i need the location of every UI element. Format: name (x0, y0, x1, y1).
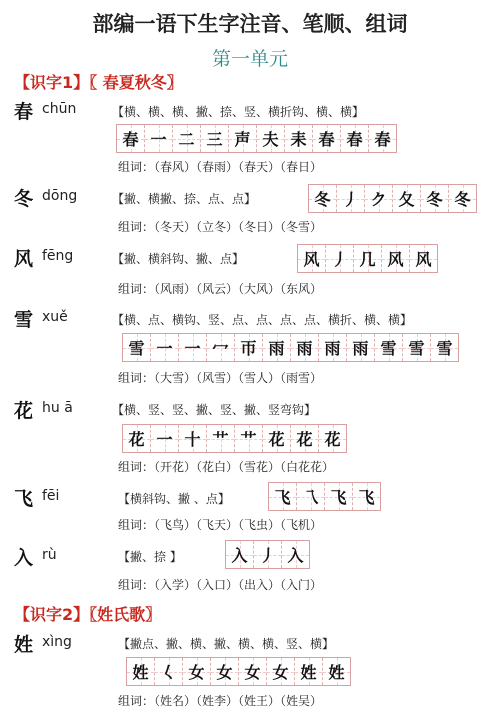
stroke-step (295, 658, 323, 685)
words-chun: 组词：（春风）（春雨）（春天）（春日） (118, 160, 323, 174)
stroke-order-grid (122, 424, 347, 453)
stroke-order-grid (126, 657, 351, 686)
stroke-step-glyph: 女 (244, 663, 261, 682)
stroke-step-glyph: 女 (216, 663, 233, 682)
stroke-step-glyph: 一 (156, 430, 173, 449)
section-lesson-2: 【识字2】〖姓氏歌〗 (14, 605, 162, 624)
stroke-step-glyph: 雨 (352, 339, 369, 358)
pinyin-xue: xuě (42, 309, 68, 325)
stroke-step-glyph: 春 (122, 130, 139, 149)
unit-heading: 第一单元 (211, 48, 288, 70)
stroke-order-grid (297, 244, 438, 273)
stroke-step (375, 334, 403, 361)
stroke-step (291, 334, 319, 361)
stroke-step-glyph: 一 (156, 339, 173, 358)
pinyin-hua: hu ā (42, 400, 73, 416)
stroke-step-glyph: 冬 (426, 190, 443, 209)
char-ru: 入 (14, 547, 34, 569)
stroke-step (449, 185, 476, 212)
stroke-step-glyph: 花 (296, 430, 313, 449)
stroke-step-glyph: 帀 (240, 339, 257, 358)
stroke-step-glyph: 飞 (330, 488, 347, 507)
stroke-step (145, 125, 173, 152)
stroke-step-glyph: 艹 (240, 430, 257, 449)
stroke-step (354, 245, 382, 272)
stroke-step (179, 425, 207, 452)
stroke-step (285, 125, 313, 152)
strokes-feng: 【撇、横斜钩、撇、点】 (112, 252, 245, 266)
stroke-step (403, 334, 431, 361)
words-dong: 组词：（冬天）（立冬）（冬日）（冬雪） (118, 220, 323, 234)
stroke-step (207, 425, 235, 452)
strokes-dong: 【撇、横撇、捺、点、点】 (112, 192, 257, 206)
stroke-step (382, 245, 410, 272)
stroke-step (254, 541, 282, 568)
strokes-fei: 【横斜钩、撇 、点】 (118, 492, 230, 506)
char-feng: 风 (14, 248, 34, 270)
stroke-step-glyph: 姓 (328, 663, 345, 682)
stroke-step-glyph: 乁 (302, 488, 319, 507)
strokes-ru: 【撇、捺 】 (118, 550, 182, 564)
stroke-step-glyph: 冬 (454, 190, 471, 209)
stroke-step-glyph: 花 (324, 430, 341, 449)
strokes-hua: 【横、竖、竖、撇、竖、撇、竖弯钩】 (112, 403, 317, 417)
stroke-step-glyph: 雪 (128, 339, 145, 358)
stroke-step (239, 658, 267, 685)
stroke-step (263, 334, 291, 361)
stroke-step-glyph: 春 (318, 130, 335, 149)
stroke-step-glyph: 几 (359, 250, 376, 269)
words-ru: 组词：（入学）（入口）（出入）（入门） (118, 578, 323, 592)
stroke-step-glyph: 丿 (259, 546, 276, 565)
pinyin-xing: xìng (42, 634, 72, 650)
stroke-step-glyph: 风 (387, 250, 404, 269)
stroke-step-glyph: 耒 (290, 130, 307, 149)
stroke-step (183, 658, 211, 685)
stroke-step-glyph: 一 (184, 339, 201, 358)
stroke-step-glyph: 花 (268, 430, 285, 449)
stroke-order-grid (116, 124, 397, 153)
stroke-step-glyph: 一 (150, 130, 167, 149)
stroke-step (257, 125, 285, 152)
stroke-step-glyph: 丿 (342, 190, 359, 209)
stroke-step-glyph: 冖 (212, 339, 229, 358)
stroke-step-glyph: 夂 (398, 190, 415, 209)
stroke-step (323, 658, 350, 685)
pinyin-feng: fēng (42, 248, 74, 264)
words-hua: 组词：（开花）（花白）（雪花）（白花花） (118, 460, 335, 474)
stroke-step (123, 334, 151, 361)
stroke-step (365, 185, 393, 212)
stroke-step-glyph: 雨 (296, 339, 313, 358)
stroke-step-glyph: ク (370, 190, 387, 209)
stroke-step (211, 658, 239, 685)
stroke-step-glyph: 雨 (324, 339, 341, 358)
stroke-step (309, 185, 337, 212)
words-xing: 组词：（姓名）（姓李）（姓王）（姓吴） (118, 694, 323, 708)
stroke-step-glyph: 姓 (300, 663, 317, 682)
stroke-step-glyph: 女 (188, 663, 205, 682)
stroke-step (353, 483, 380, 510)
stroke-step (319, 334, 347, 361)
stroke-step (201, 125, 229, 152)
section-lesson-1: 【识字1】〖 春夏秋冬〗 (14, 73, 183, 92)
page-title: 部编一语下生字注音、笔顺、组词 (92, 11, 408, 36)
stroke-step (325, 483, 353, 510)
stroke-step (235, 425, 263, 452)
stroke-order-grid (225, 540, 310, 569)
stroke-step-glyph: 入 (287, 546, 304, 565)
stroke-step-glyph: 春 (346, 130, 363, 149)
stroke-step-glyph: 艹 (212, 430, 229, 449)
strokes-chun: 【横、横、横、撇、捺、竖、横折钩、横、横】 (112, 105, 365, 119)
char-xue: 雪 (14, 309, 34, 331)
stroke-step-glyph: 三 (206, 130, 223, 149)
stroke-order-grid (268, 482, 381, 511)
stroke-step (410, 245, 437, 272)
stroke-step (341, 125, 369, 152)
stroke-step-glyph: 女 (272, 663, 289, 682)
stroke-step (235, 334, 263, 361)
stroke-step (313, 125, 341, 152)
stroke-step (173, 125, 201, 152)
stroke-step-glyph: 十 (184, 430, 201, 449)
stroke-step (393, 185, 421, 212)
stroke-step-glyph: 丿 (331, 250, 348, 269)
strokes-xing: 【撇点、撇、横、撇、横、横、竖、横】 (118, 637, 335, 651)
stroke-step (123, 425, 151, 452)
stroke-step (267, 658, 295, 685)
stroke-step (151, 425, 179, 452)
stroke-step-glyph: 雪 (380, 339, 397, 358)
stroke-step (297, 483, 325, 510)
stroke-step-glyph: 𡿨 (160, 663, 177, 682)
stroke-step-glyph: 春 (374, 130, 391, 149)
stroke-step (269, 483, 297, 510)
stroke-step (319, 425, 346, 452)
stroke-step (226, 541, 254, 568)
stroke-step (179, 334, 207, 361)
stroke-step-glyph: 入 (231, 546, 248, 565)
stroke-step (229, 125, 257, 152)
char-chun: 春 (14, 101, 34, 123)
stroke-order-grid (122, 333, 459, 362)
char-fei: 飞 (14, 488, 34, 510)
stroke-step (151, 334, 179, 361)
stroke-step (282, 541, 309, 568)
words-fei: 组词：（飞鸟）（飞天）（飞虫）（飞机） (118, 518, 323, 532)
words-xue: 组词：（大雪）（风雪）（雪人）（雨雪） (118, 371, 323, 385)
stroke-step-glyph: 夫 (262, 130, 279, 149)
stroke-step (421, 185, 449, 212)
stroke-step (263, 425, 291, 452)
stroke-step-glyph: 飞 (274, 488, 291, 507)
stroke-step-glyph: 雪 (436, 339, 453, 358)
stroke-step-glyph: 风 (303, 250, 320, 269)
char-hua: 花 (14, 400, 34, 422)
pinyin-ru: rù (42, 547, 57, 563)
stroke-step-glyph: 飞 (358, 488, 375, 507)
stroke-step (155, 658, 183, 685)
stroke-step (298, 245, 326, 272)
stroke-step (431, 334, 458, 361)
stroke-step (207, 334, 235, 361)
stroke-step-glyph: 风 (415, 250, 432, 269)
strokes-xue: 【横、点、横钩、竖、点、点、点、点、横折、横、横】 (112, 313, 413, 327)
stroke-step-glyph: 冬 (314, 190, 331, 209)
stroke-step (347, 334, 375, 361)
stroke-step (127, 658, 155, 685)
words-feng: 组词：（风雨）（风云）（大风）（东风） (118, 282, 323, 296)
stroke-order-grid (308, 184, 477, 213)
stroke-step-glyph: 雨 (268, 339, 285, 358)
stroke-step (369, 125, 396, 152)
stroke-step-glyph: 二 (178, 130, 195, 149)
stroke-step-glyph: 姓 (132, 663, 149, 682)
pinyin-chun: chūn (42, 101, 77, 117)
stroke-step-glyph: 声 (234, 130, 251, 149)
pinyin-fei: fēi (42, 488, 60, 504)
stroke-step (291, 425, 319, 452)
stroke-step (337, 185, 365, 212)
pinyin-dong: dōng (42, 188, 78, 204)
stroke-step-glyph: 花 (128, 430, 145, 449)
stroke-step (117, 125, 145, 152)
char-dong: 冬 (14, 188, 34, 210)
stroke-step-glyph: 雪 (408, 339, 425, 358)
stroke-step (326, 245, 354, 272)
char-xing: 姓 (14, 634, 34, 656)
